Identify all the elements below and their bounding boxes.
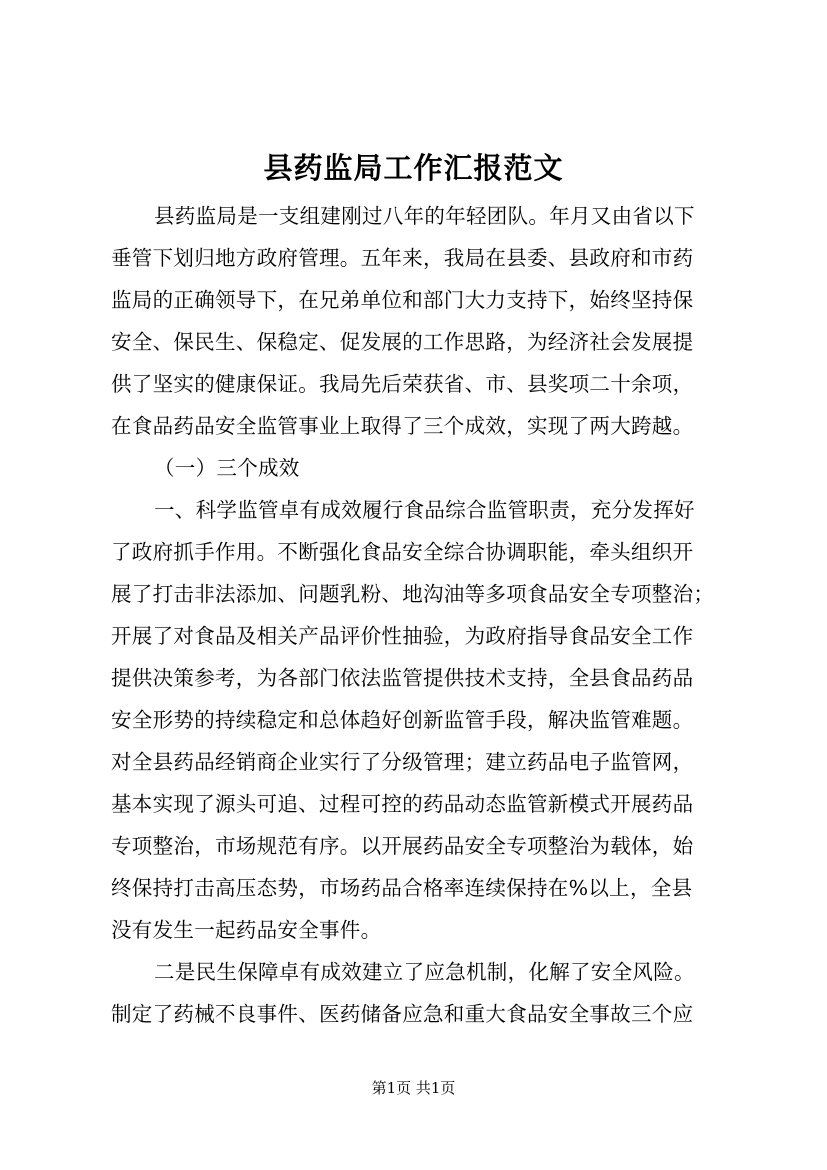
paragraph-line: 县药监局是一支组建刚过八年的年轻团队。年月又由省以下 (154, 204, 695, 228)
paragraph-line: 垂管下划归地方政府管理。五年来，我局在县委、县政府和市药 (111, 246, 694, 270)
page-footer: 第1页 共1页 (371, 1079, 456, 1097)
paragraph-line: 专项整治，市场规范有序。以开展药品安全专项整治为载体，始 (111, 834, 694, 858)
paragraph-line: 提供决策参考，为各部门依法监管提供技术支持，全县食品药品 (111, 666, 694, 690)
paragraph-line: 对全县药品经销商企业实行了分级管理；建立药品电子监管网， (111, 750, 694, 774)
paragraph-line: 监局的正确领导下，在兄弟单位和部门大力支持下，始终坚持保 (111, 288, 694, 312)
paragraph-line: 安全形势的持续稳定和总体趋好创新监管手段，解决监管难题。 (111, 708, 694, 732)
paragraph-line: 终保持打击高压态势，市场药品合格率连续保持在%以上，全县 (111, 876, 693, 900)
paragraph-line: 展了打击非法添加、问题乳粉、地沟油等多项食品安全专项整治； (111, 582, 715, 606)
document-title: 县药监局工作汇报范文 (263, 151, 564, 185)
paragraph-line: 了政府抓手作用。不断强化食品安全综合协调职能，牵头组织开 (111, 540, 694, 564)
paragraph-line: 制定了药械不良事件、医药储备应急和重大食品安全事故三个应 (111, 1002, 694, 1026)
paragraph-line: 一、科学监管卓有成效履行食品综合监管职责，充分发挥好 (154, 498, 695, 522)
paragraph-line: 二是民生保障卓有成效建立了应急机制，化解了安全风险。 (154, 960, 695, 984)
section-heading: （一）三个成效 (154, 456, 300, 480)
paragraph-line: 开展了对食品及相关产品评价性抽验，为政府指导食品安全工作 (111, 624, 694, 648)
paragraph-line: 没有发生一起药品安全事件。 (111, 918, 382, 942)
paragraph-line: 基本实现了源头可追、过程可控的药品动态监管新模式开展药品 (111, 792, 694, 816)
paragraph-line: 供了坚实的健康保证。我局先后荣获省、市、县奖项二十余项， (111, 372, 694, 396)
paragraph-line: 安全、保民生、保稳定、促发展的工作思路，为经济社会发展提 (111, 330, 694, 354)
paragraph-line: 在食品药品安全监管事业上取得了三个成效，实现了两大跨越。 (111, 414, 694, 438)
